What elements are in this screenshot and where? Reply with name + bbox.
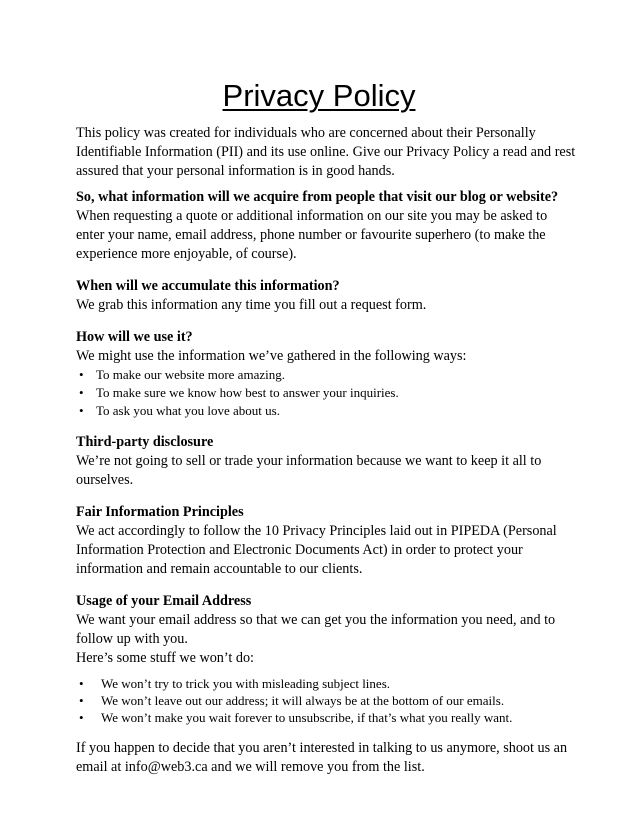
section-text-fair: We act accordingly to follow the 10 Privacy Principles laid out in PIPEDA (Personal Information Protection and Electronic Documents Act) in order to protect your information and remain accountable to our clients. [76,523,557,577]
section-heading-use: How will we use it? [76,329,193,345]
list-item: • We won’t make you wait forever to unsubscribe, if that’s what you really want. [76,709,576,726]
section-text-third-party: We’re not going to sell or trade your information because we want to keep it all to ourselves. [76,453,542,488]
list-item: • We won’t leave out our address; it will always be at the bottom of our emails. [76,692,576,709]
section-text-use: We might use the information we’ve gathered in the following ways: [76,348,467,364]
email-list [76,675,576,726]
section-heading-fair: Fair Information Principles [76,504,244,520]
list-item: • To make sure we know how best to answer your inquiries. [76,384,576,402]
section-heading-acquire: So, what information will we acquire from people that visit our blog or website? [76,189,559,205]
list-item: • We won’t try to trick you with misleading subject lines. [76,675,576,692]
section-text-email: We want your email address so that we can get you the information you need, and to follow up with you. [76,612,556,647]
intro-paragraph: This policy was created for individuals who are concerned about their Personally Identifiable Information (PII) and its use online. Give our Privacy Policy a read and rest assured that your personal information is in good hands. [76,125,576,179]
document-body [76,124,576,777]
section-text-email-2: Here’s some stuff we won’t do: [76,650,254,666]
page-title: Privacy Policy [222,78,416,113]
list-item: • To ask you what you love about us. [76,402,576,420]
section-heading-email: Usage of your Email Address [76,593,252,609]
use-list [76,366,576,420]
section-heading-when: When will we accumulate this information? [76,278,340,294]
list-item: • To make our website more amazing. [76,366,576,384]
section-text-when: We grab this information any time you fill out a request form. [76,297,427,313]
section-text-acquire: When requesting a quote or additional information on our site you may be asked to enter your name, email address, phone number or favourite superhero (to make the experience more enjoyable, of course). [76,208,548,262]
closing-paragraph: If you happen to decide that you aren’t interested in talking to us anymore, shoot us an email at info@web3.ca and we will remove you from the list. [76,740,568,775]
section-heading-third-party: Third-party disclosure [76,434,214,450]
